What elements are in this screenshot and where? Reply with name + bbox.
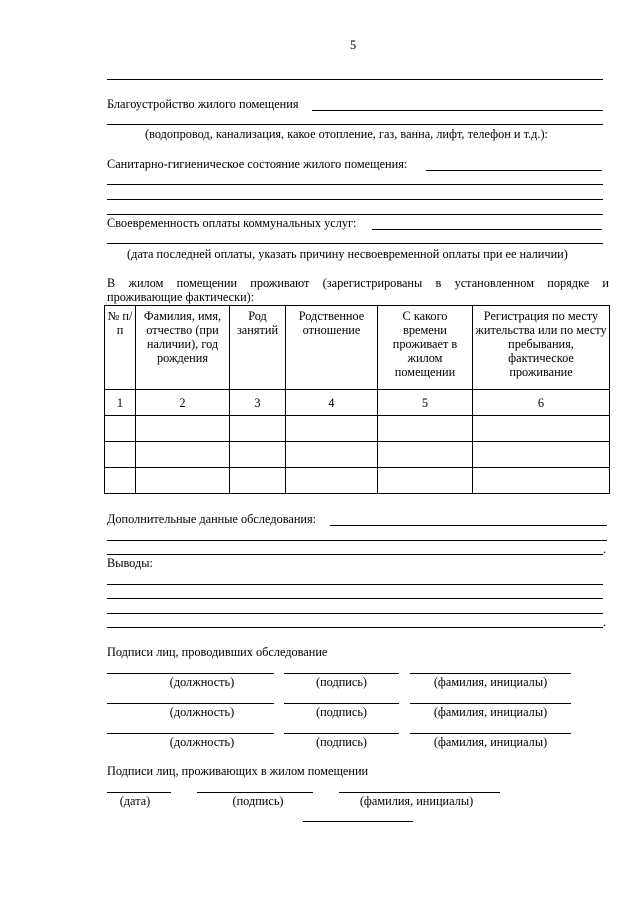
occupants-title: Подписи лиц, проживающих в жилом помещении (107, 764, 369, 778)
position-caption: (должность) (169, 705, 235, 719)
column-number: 3 (230, 390, 286, 416)
fill-line[interactable] (107, 627, 603, 628)
table-header-row (105, 306, 610, 390)
signature-line[interactable] (197, 792, 313, 793)
table-cell[interactable] (286, 468, 378, 494)
signature-caption: (подпись) (315, 705, 368, 719)
amenities-label: Благоустройство жилого помещения (107, 97, 299, 111)
signature-line[interactable] (284, 703, 399, 704)
signature-caption: (подпись) (315, 735, 368, 749)
table-cell[interactable] (286, 442, 378, 468)
table-cell[interactable] (473, 416, 610, 442)
table-cell[interactable] (105, 416, 136, 442)
column-number-row (105, 390, 610, 416)
fill-line[interactable] (107, 199, 603, 200)
fill-line[interactable] (107, 554, 603, 555)
position-caption: (должность) (169, 735, 235, 749)
fill-line[interactable] (107, 584, 603, 585)
table-cell[interactable] (136, 442, 230, 468)
additional-fill-line[interactable] (330, 525, 607, 526)
table-cell[interactable] (286, 416, 378, 442)
conclusions-end-mark: . (603, 615, 607, 629)
fill-line[interactable] (107, 613, 603, 614)
table-row (105, 468, 610, 494)
sanitary-fill-line[interactable] (426, 170, 602, 171)
column-number: 5 (378, 390, 473, 416)
table-cell[interactable] (378, 468, 473, 494)
utilities-fill-line[interactable] (372, 229, 602, 230)
position-line[interactable] (107, 673, 274, 674)
residents-intro-line2: проживающие фактически): (107, 290, 255, 304)
conclusions-label: Выводы: (107, 556, 153, 570)
name-caption: (фамилия, инициалы) (433, 735, 548, 749)
table-cell[interactable] (136, 416, 230, 442)
fill-line[interactable] (107, 184, 603, 185)
signature-caption: (подпись) (232, 794, 284, 808)
table-cell[interactable] (473, 442, 610, 468)
name-line[interactable] (410, 673, 571, 674)
col-header-occupation: Род занятий (230, 306, 286, 390)
table-cell[interactable] (136, 468, 230, 494)
utilities-label: Своевременность оплаты коммунальных услуг: (107, 216, 357, 230)
name-line[interactable] (410, 733, 571, 734)
additional-label: Дополнительные данные обследования: (107, 512, 317, 526)
position-caption: (должность) (169, 675, 235, 689)
fill-line[interactable] (107, 243, 603, 244)
col-header-name: Фамилия, имя, отчество (при наличии), год рождения (136, 306, 230, 390)
table-cell[interactable] (230, 442, 286, 468)
page-number: 5 (350, 38, 357, 52)
table-row (105, 442, 610, 468)
signature-caption: (подпись) (315, 675, 368, 689)
col-header-relation: Родственное отношение (286, 306, 378, 390)
inspectors-title: Подписи лиц, проводивших обследование (107, 645, 328, 659)
position-line[interactable] (107, 703, 274, 704)
column-number: 6 (473, 390, 610, 416)
name-caption: (фамилия, инициалы) (433, 675, 548, 689)
table-cell[interactable] (473, 468, 610, 494)
col-header-since: С какого времени проживает в жилом помещении (378, 306, 473, 390)
utilities-hint: (дата последней оплаты, указать причину несвоевременной оплаты при ее наличии) (127, 247, 568, 261)
column-number: 2 (136, 390, 230, 416)
signature-line[interactable] (284, 733, 399, 734)
table-row (105, 416, 610, 442)
fill-line[interactable] (107, 540, 607, 541)
signature-line[interactable] (284, 673, 399, 674)
fill-line[interactable] (107, 214, 603, 215)
residents-intro-line1: В жилом помещении проживают (зарегистрированы в установленном порядке и (107, 276, 609, 290)
name-line[interactable] (410, 703, 571, 704)
fill-line[interactable] (107, 124, 603, 125)
extra-signature-line[interactable] (303, 821, 413, 822)
name-caption: (фамилия, инициалы) (359, 794, 474, 808)
col-header-registration: Регистрация по месту жительства или по месту пребывания, фактическое проживание (473, 306, 610, 390)
residents-table (104, 305, 610, 494)
column-number: 1 (105, 390, 136, 416)
date-line[interactable] (107, 792, 171, 793)
table-cell[interactable] (378, 442, 473, 468)
col-header-number: № п/п (105, 306, 136, 390)
position-line[interactable] (107, 733, 274, 734)
fill-line[interactable] (107, 79, 603, 80)
amenities-fill-line[interactable] (312, 110, 603, 111)
additional-end-mark: . (603, 542, 607, 556)
date-caption: (дата) (119, 794, 151, 808)
amenities-hint: (водопровод, канализация, какое отопление, газ, ванна, лифт, телефон и т.д.): (145, 127, 548, 141)
table-cell[interactable] (230, 468, 286, 494)
sanitary-label: Санитарно-гигиеническое состояние жилого помещения: (107, 157, 408, 171)
table-cell[interactable] (105, 468, 136, 494)
fill-line[interactable] (107, 598, 603, 599)
name-line[interactable] (339, 792, 500, 793)
table-cell[interactable] (105, 442, 136, 468)
name-caption: (фамилия, инициалы) (433, 705, 548, 719)
table-cell[interactable] (378, 416, 473, 442)
table-cell[interactable] (230, 416, 286, 442)
column-number: 4 (286, 390, 378, 416)
